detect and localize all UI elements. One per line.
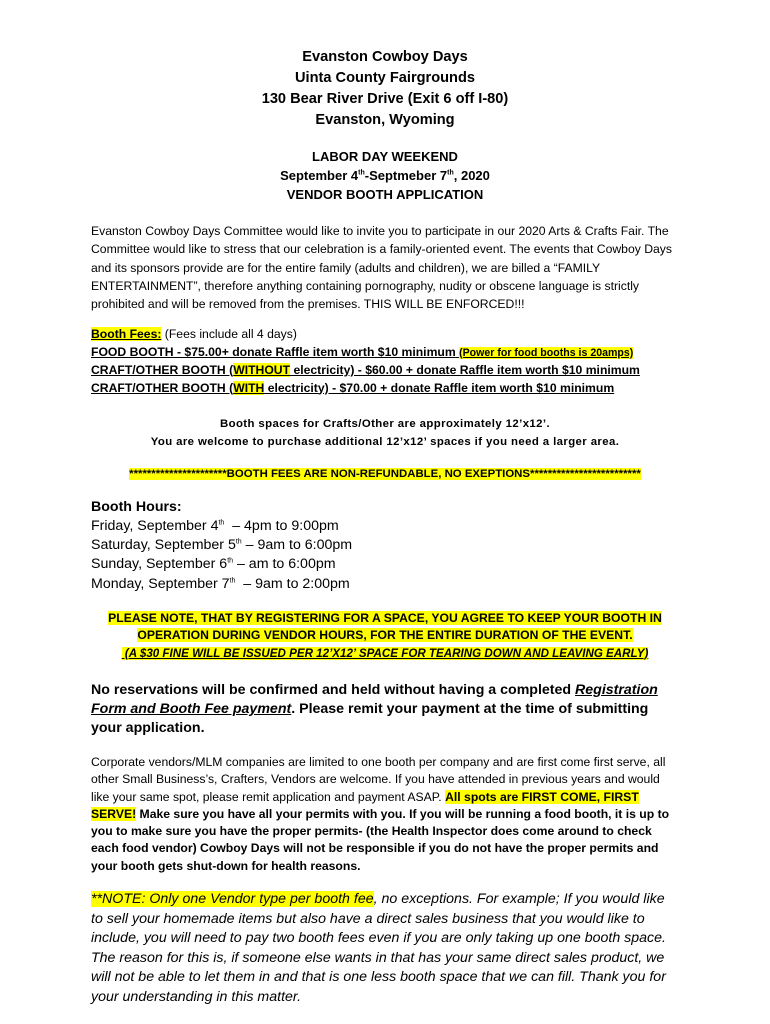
food-power-note: (Power for food booths is 20amps)	[459, 346, 634, 359]
notice-fine: (A $30 FINE WILL BE ISSUED PER 12’X12’ SPACE FOR TEARING DOWN AND LEAVING EARLY)	[121, 646, 649, 660]
first-come-highlight: All spots are FIRST COME, FIRST SERVE!	[91, 789, 639, 821]
header-venue: Uinta County Fairgrounds	[295, 70, 475, 86]
reservation-paragraph: No reservations will be confirmed and held without having a completed Registration Form and Booth Fee payment. Please remit your payment at the time of submitting your application.	[91, 682, 658, 736]
booth-hours-title: Booth Hours:	[91, 499, 182, 515]
event-header	[0, 47, 770, 131]
hours-row: Sunday, September 6th – am to 6:00pm	[91, 556, 336, 573]
hours-row: Monday, September 7th – 9am to 2:00pm	[91, 575, 350, 592]
notice-line-1: PLEASE NOTE, THAT BY REGISTERING FOR A SPACE, YOU AGREE TO KEEP YOUR BOOTH IN	[108, 611, 662, 625]
notice-line-2: OPERATION DURING VENDOR HOURS, FOR THE ENTIRE DURATION OF THE EVENT.	[137, 628, 633, 643]
booth-fees-label: Booth Fees:	[91, 327, 162, 341]
vendor-type-note-highlight: **NOTE: Only one Vendor type per booth fee	[91, 891, 374, 907]
vendor-type-note: **NOTE: Only one Vendor type per booth fee, no exceptions. For example; If you would like to sell your homemade items but also have a direct sales business that you would like to include, you will need to pay two booth fees even if you are only taking up one booth space. The reason for this is, if someone else wants in that has your same direct sales product, we will not be able to let them in and that is one less booth space that we can fill. Thank you for your understanding in this matter.	[91, 891, 666, 1005]
fees-note: (Fees include all 4 days)	[161, 327, 297, 341]
operation-notice	[60, 610, 710, 662]
booth-fees-section	[91, 326, 691, 397]
food-booth-fee: FOOD BOOTH - $75.00+ donate Raffle item worth $10 minimum (Power for food booths is 20amps)	[91, 344, 634, 359]
craft-booth-fee-with: CRAFT/OTHER BOOTH (WITH electricity) - $70.00 + donate Raffle item worth $10 minimum	[91, 380, 615, 395]
space-size: Booth spaces for Crafts/Other are approximately 12’x12’.	[219, 418, 551, 430]
header-address: 130 Bear River Drive (Exit 6 off I-80)	[261, 91, 509, 107]
header-city: Evanston, Wyoming	[315, 112, 455, 128]
event-dates: September 4th-Septmeber 7th, 2020	[280, 168, 490, 183]
nonrefund-banner-wrap	[0, 464, 770, 482]
hours-row: Friday, September 4th – 4pm to 9:00pm	[91, 518, 339, 534]
application-title: VENDOR BOOTH APPLICATION	[286, 187, 484, 202]
fees-label-line	[91, 326, 691, 344]
space-additional: You are welcome to purchase additional 12’x12’ spaces if you need a larger area.	[150, 436, 620, 448]
hours-row: Saturday, September 5th – 9am to 6:00pm	[91, 537, 353, 554]
registration-form-link: Registration Form and Booth Fee payment	[91, 682, 658, 717]
space-info	[0, 415, 770, 451]
intro-paragraph: Evanston Cowboy Days Committee would like to invite you to participate in our 2020 Arts & Crafts Fair. The Committee would like to stress that our celebration is a family-oriented event. The events that Cowboy Days and its sponsors provide are for the entire family (adults and children), we are billed a “FAMILY ENTERTAINMENT”, therefore anything containing pornography, nudity or obscene language is strictly prohibited and will be removed from the premises. THIS WILL BE ENFORCED!!!	[91, 224, 672, 312]
booth-hours	[91, 498, 591, 594]
header-title: Evanston Cowboy Days	[302, 49, 468, 65]
nonrefund-banner: **********************BOOTH FEES ARE NON-REFUNDABLE, NO EXEPTIONS*************************	[129, 468, 641, 480]
corporate-paragraph: Corporate vendors/MLM companies are limited to one booth per company and are first come first serve, all other Small Business’s, Crafters, Vendors are welcome. If you have attended in previous years and would like your same spot, please remit application and payment ASAP. All spots are FIRST COME, FIRST SERVE! Make sure you have all your permits with you. If you will be running a food booth, it is up to you to make sure you have the proper permits- (the Health Inspector does come around to check each food vendor) Cowboy Days will not be responsible if you do not have the proper permits and your booth gets shut-down for health reasons.	[91, 755, 670, 873]
event-dates-block	[0, 147, 770, 204]
craft-booth-fee-without: CRAFT/OTHER BOOTH (WITHOUT electricity) - $60.00 + donate Raffle item worth $10 minimum	[91, 363, 640, 377]
weekend-label: LABOR DAY WEEKEND	[312, 149, 458, 164]
